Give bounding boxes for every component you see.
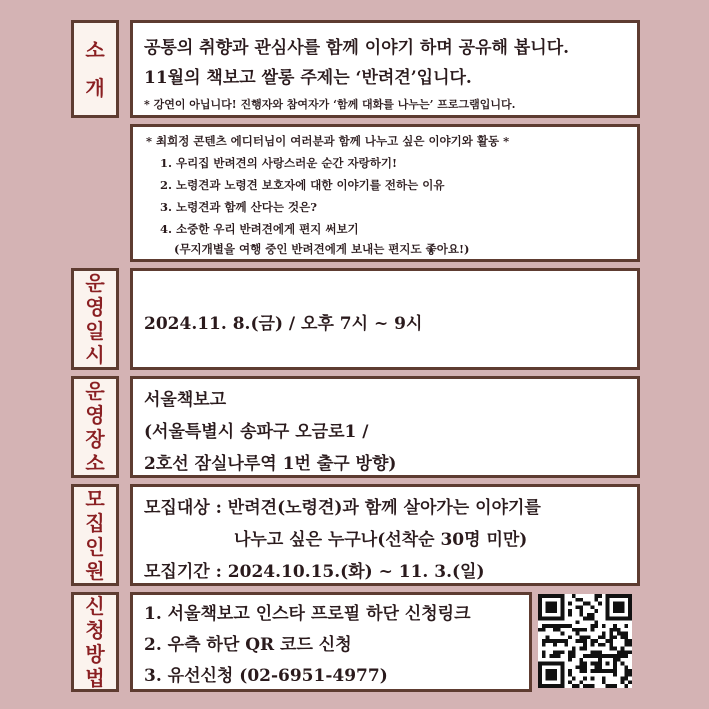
program-item-note: (무지개별을 여행 중인 반려견에게 보내는 편지도 좋아요!) (174, 242, 470, 256)
intro-box (130, 20, 640, 118)
label-recruit (71, 484, 119, 586)
venue-box (130, 376, 640, 478)
program-item: 1. 우리집 반려견의 사랑스러운 순간 자랑하기! (160, 156, 398, 170)
label-char: 신 (85, 594, 105, 618)
apply-method-phone[interactable]: 3. 유선신청 (02-6951-4977) (144, 666, 388, 686)
recruit-box (130, 484, 640, 586)
program-item: 2. 노령견과 노령견 보호자에 대한 이야기를 전하는 이유 (160, 178, 445, 192)
label-char: 법 (85, 666, 105, 690)
venue-direction: 2호선 잠실나루역 1번 출구 방향) (144, 454, 397, 474)
venue-address: (서울특별시 송파구 오금로1 / (144, 422, 369, 442)
intro-note: * 강연이 아닙니다! 진행자와 참여자가 ‘함께 대화를 나누는’ 프로그램입니다. (144, 98, 516, 111)
label-apply (71, 592, 119, 692)
venue-name: 서울책보고 (144, 390, 227, 410)
program-item: 3. 노령견과 함께 산다는 것은? (160, 200, 317, 214)
intro-line2: 11월의 책보고 쌀롱 주제는 ‘반려견’입니다. (144, 68, 472, 88)
apply-method-instagram[interactable]: 1. 서울책보고 인스타 프로필 하단 신청링크 (144, 604, 471, 624)
label-char: 영 (85, 295, 105, 319)
label-char: 모 (85, 487, 105, 511)
label-char: 운 (85, 379, 105, 403)
label-char: 방 (85, 642, 105, 666)
label-venue (71, 376, 119, 478)
qr-code-icon[interactable] (538, 594, 632, 688)
label-char: 청 (85, 618, 105, 642)
label-char: 소 (85, 451, 105, 475)
program-header: * 최희정 콘텐츠 에디터님이 여러분과 함께 나누고 싶은 이야기와 활동 * (146, 134, 510, 148)
label-char: 집 (85, 511, 105, 535)
program-item: 4. 소중한 우리 반려견에게 편지 써보기 (160, 222, 359, 236)
label-char: 일 (85, 319, 105, 343)
intro-line1: 공통의 취향과 관심사를 함께 이야기 하며 공유해 봅니다. (144, 38, 570, 58)
apply-method-qr: 2. 우측 하단 QR 코드 신청 (144, 635, 352, 655)
label-char: 소 (85, 38, 105, 62)
label-char: 인 (85, 535, 105, 559)
apply-box (130, 592, 532, 692)
label-schedule (71, 268, 119, 370)
recruit-period: 모집기간 : 2024.10.15.(화) ~ 11. 3.(일) (144, 562, 485, 582)
label-char: 개 (85, 76, 105, 100)
recruit-target-cont: 나누고 싶은 누구나(선착순 30명 미만) (234, 530, 528, 550)
program-box (130, 124, 640, 262)
label-char: 시 (85, 343, 105, 367)
schedule-datetime: 2024.11. 8.(금) / 오후 7시 ~ 9시 (144, 314, 423, 334)
schedule-box (130, 268, 640, 370)
recruit-target: 모집대상 : 반려견(노령견)과 함께 살아가는 이야기를 (144, 498, 541, 518)
label-char: 장 (85, 427, 105, 451)
label-char: 운 (85, 271, 105, 295)
label-char: 영 (85, 403, 105, 427)
label-intro (71, 20, 119, 118)
label-char: 원 (85, 559, 105, 583)
